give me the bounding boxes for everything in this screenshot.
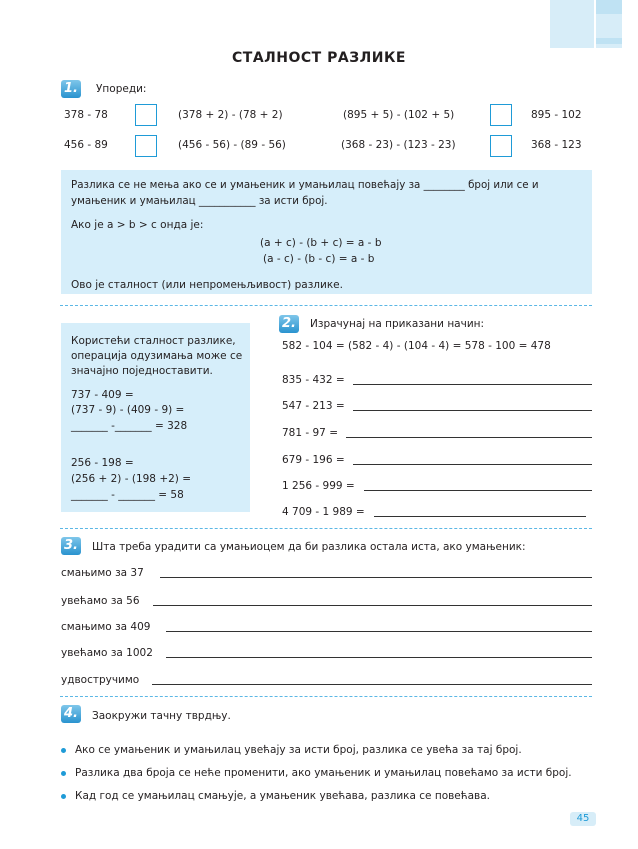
answer-line[interactable] bbox=[153, 605, 592, 606]
exercise: 781 - 97 = bbox=[282, 427, 339, 439]
rule-text: Разлика се не мења ако се и умањеник и умањилац повећају за ________ број или се и bbox=[71, 179, 539, 191]
answer-line[interactable] bbox=[160, 577, 592, 578]
rule-text: Ово је сталност (или непромењљивост) разлике. bbox=[71, 279, 343, 291]
statement[interactable]: Кад год се умањилац смањује, а умањеник увећава, разлика се повећава. bbox=[75, 790, 491, 802]
condition-label: увећамо за 1002 bbox=[61, 647, 153, 659]
formula: (a + c) - (b + c) = a - b bbox=[260, 237, 382, 249]
answer-line[interactable] bbox=[374, 516, 586, 517]
exercise: 4 709 - 1 989 = bbox=[282, 506, 365, 518]
task-instruction: Заокружи тачну тврдњу. bbox=[92, 710, 231, 722]
compare-box[interactable] bbox=[135, 104, 157, 126]
bullet-icon bbox=[61, 794, 66, 799]
compare-box[interactable] bbox=[490, 104, 512, 126]
decor-strip bbox=[596, 0, 622, 14]
hint-example: _______ - _______ = 58 bbox=[71, 489, 184, 501]
divider bbox=[60, 528, 592, 529]
exercise: 547 - 213 = bbox=[282, 400, 345, 412]
expression: 895 - 102 bbox=[531, 109, 582, 121]
expression: 368 - 123 bbox=[531, 139, 582, 151]
condition-label: увећамо за 56 bbox=[61, 595, 140, 607]
expression: (895 + 5) - (102 + 5) bbox=[343, 109, 455, 121]
divider bbox=[60, 305, 592, 306]
bullet-icon bbox=[61, 748, 66, 753]
exercise: 1 256 - 999 = bbox=[282, 480, 355, 492]
answer-line[interactable] bbox=[353, 410, 592, 411]
task-instruction: Упореди: bbox=[96, 83, 147, 95]
answer-line[interactable] bbox=[353, 384, 592, 385]
divider bbox=[60, 696, 592, 697]
expression: (378 + 2) - (78 + 2) bbox=[178, 109, 283, 121]
condition-label: смањимо за 37 bbox=[61, 567, 144, 579]
page-number: 45 bbox=[570, 812, 596, 826]
hint-example: (737 - 9) - (409 - 9) = bbox=[71, 404, 185, 416]
exercise: 679 - 196 = bbox=[282, 454, 345, 466]
rule-text: умањеник и умањилац ___________ за исти број. bbox=[71, 195, 328, 207]
hint-text: Користећи сталност разлике, bbox=[71, 335, 236, 347]
answer-line[interactable] bbox=[166, 631, 592, 632]
statement[interactable]: Разлика два броја се неће променити, ако умањеник и умањилац повећамо за исти број. bbox=[75, 767, 572, 779]
expression: 378 - 78 bbox=[64, 109, 108, 121]
expression: 456 - 89 bbox=[64, 139, 108, 151]
task-number: 1. bbox=[61, 80, 81, 98]
bullet-icon bbox=[61, 771, 66, 776]
decor-strip bbox=[550, 0, 594, 48]
condition-label: удвостручимо bbox=[61, 674, 140, 686]
hint-example: _______ -_______ = 328 bbox=[71, 420, 188, 432]
hint-text: значајно поједноставити. bbox=[71, 365, 213, 377]
rule-text: Ако је a > b > c онда је: bbox=[71, 219, 204, 231]
task-number: 4. bbox=[61, 705, 81, 723]
answer-line[interactable] bbox=[166, 657, 592, 658]
formula: (a - c) - (b - c) = a - b bbox=[263, 253, 375, 265]
condition-label: смањимо за 409 bbox=[61, 621, 151, 633]
hint-example: (256 + 2) - (198 +2) = bbox=[71, 473, 192, 485]
hint-example: 737 - 409 = bbox=[71, 389, 134, 401]
exercise: 835 - 432 = bbox=[282, 374, 345, 386]
statement[interactable]: Ако се умањеник и умањилац увећају за исти број, разлика се увећа за тај број. bbox=[75, 744, 522, 756]
compare-box[interactable] bbox=[490, 135, 512, 157]
page-title: СТАЛНОСТ РАЗЛИКЕ bbox=[232, 50, 406, 66]
task-number: 2. bbox=[279, 315, 299, 333]
compare-box[interactable] bbox=[135, 135, 157, 157]
answer-line[interactable] bbox=[364, 490, 592, 491]
expression: (456 - 56) - (89 - 56) bbox=[178, 139, 286, 151]
answer-line[interactable] bbox=[346, 437, 592, 438]
answer-line[interactable] bbox=[152, 684, 592, 685]
decor-strip bbox=[596, 38, 622, 44]
worked-example: 582 - 104 = (582 - 4) - (104 - 4) = 578 - 100 = 478 bbox=[282, 340, 551, 352]
expression: (368 - 23) - (123 - 23) bbox=[341, 139, 456, 151]
task-instruction: Шта треба урадити са умањиоцем да би разлика остала иста, ако умањеник: bbox=[92, 541, 526, 553]
hint-text: операција одузимања може се bbox=[71, 350, 243, 362]
task-instruction: Израчунај на приказани начин: bbox=[310, 318, 485, 330]
answer-line[interactable] bbox=[353, 464, 592, 465]
hint-example: 256 - 198 = bbox=[71, 457, 134, 469]
task-number: 3. bbox=[61, 537, 81, 555]
